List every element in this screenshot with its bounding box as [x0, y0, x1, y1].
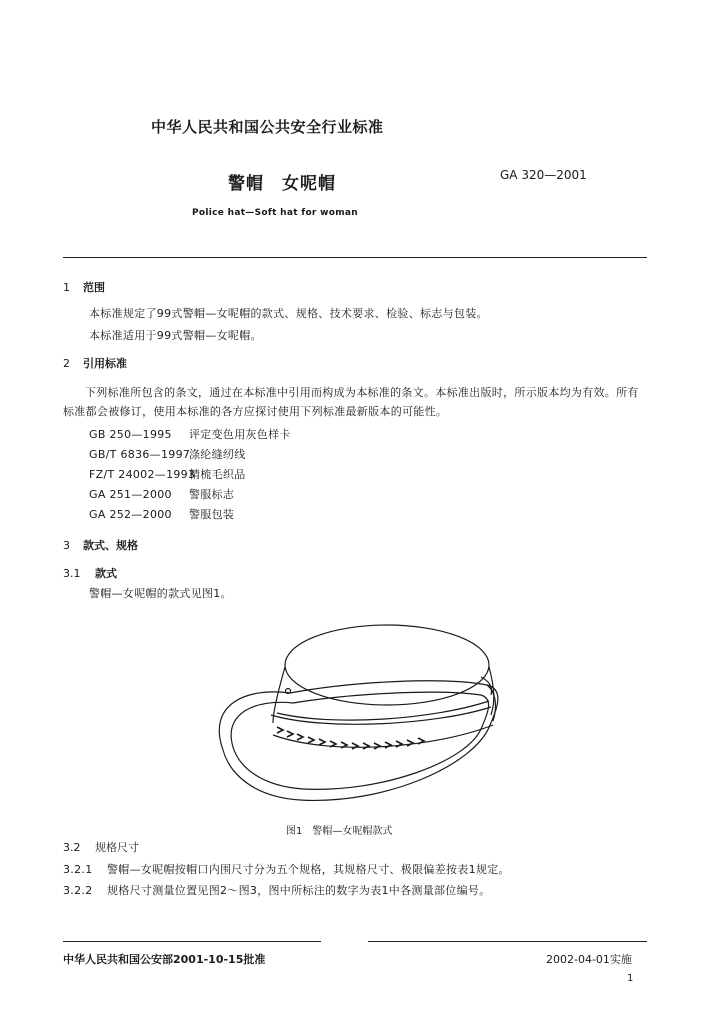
- approval-line: 中华人民共和国公安部2001-10-15批准: [63, 953, 266, 966]
- section-title: 范围: [83, 281, 105, 294]
- hat-figure: [205, 615, 510, 815]
- section-1-para-2: 本标准适用于99式警帽—女呢帽。: [89, 329, 262, 342]
- section-2-para: 下列标准所包含的条文，通过在本标准中引用而构成为本标准的条文。本标准出版时，所示版本均为有效。所有标准都会被修订，使用本标准的各方应探讨使用下列标准最新版本的可能性。: [63, 386, 639, 418]
- footer-rule-left: [63, 941, 321, 942]
- reference-name: 警服标志: [189, 488, 235, 501]
- clause-number: 3.2.2: [63, 884, 93, 897]
- standard-title-en: Police hat—Soft hat for woman: [192, 208, 358, 218]
- subsection-3-1-heading: [63, 565, 117, 581]
- hat-band-bottom: [273, 725, 493, 747]
- reference-code: GA 251—2000: [89, 488, 172, 501]
- reference-code: FZ/T 24002—1993: [89, 468, 196, 481]
- footer-rule-right: [368, 941, 647, 942]
- reference-item: [89, 506, 234, 522]
- reference-code: GB 250—1995: [89, 428, 172, 441]
- section-3-heading: [63, 537, 138, 553]
- subsection-3-2-heading: [63, 839, 139, 855]
- clause-number: 3.2.1: [63, 863, 93, 876]
- implementation-date: 2002-04-01实施: [546, 953, 632, 966]
- reference-name: 评定变色用灰色样卡: [189, 428, 291, 441]
- reference-code: GB/T 6836—1997: [89, 448, 191, 461]
- reference-code: GA 252—2000: [89, 508, 172, 521]
- issuing-body-heading: 中华人民共和国公共安全行业标准: [151, 118, 384, 136]
- clause-3-2-1: [63, 861, 510, 877]
- clause-text: 规格尺寸测量位置见图2～图3，图中所标注的数字为表1中各测量部位编号。: [107, 884, 491, 897]
- section-2-heading: [63, 355, 127, 371]
- clause-3-2-2: [63, 882, 491, 898]
- section-title: 款式、规格: [83, 539, 138, 552]
- clause-text: 警帽—女呢帽按帽口内围尺寸分为五个规格，其规格尺寸、极限偏差按表1规定。: [107, 863, 510, 876]
- subsection-title: 规格尺寸: [95, 841, 139, 854]
- hat-brim-outer: [219, 681, 498, 801]
- standard-title-cn: 警帽 女呢帽: [228, 174, 336, 194]
- reference-item: [89, 446, 246, 462]
- section-title: 引用标准: [83, 357, 127, 370]
- section-number: 1: [63, 281, 70, 294]
- subsection-number: 3.1: [63, 567, 81, 580]
- standard-number: GA 320—2001: [500, 168, 587, 182]
- reference-name: 涤纶缝纫线: [189, 448, 246, 461]
- subsection-3-1-text: 警帽—女呢帽的款式见图1。: [89, 587, 232, 600]
- header-rule: [63, 257, 647, 258]
- section-number: 3: [63, 539, 70, 552]
- reference-item: [89, 426, 291, 442]
- reference-item: [89, 486, 234, 502]
- hat-brim-inner: [231, 692, 488, 789]
- page-number: 1: [627, 973, 634, 984]
- reference-item: [89, 466, 246, 482]
- reference-name: 精梳毛织品: [189, 468, 246, 481]
- section-1-para-1: 本标准规定了99式警帽—女呢帽的款式、规格、技术要求、检验、标志与包装。: [89, 307, 488, 320]
- subsection-number: 3.2: [63, 841, 81, 854]
- section-number: 2: [63, 357, 70, 370]
- subsection-title: 款式: [95, 567, 117, 580]
- figure-1-caption: 图1 警帽—女呢帽款式: [286, 826, 393, 837]
- reference-name: 警服包装: [189, 508, 235, 521]
- section-1-heading: [63, 279, 105, 295]
